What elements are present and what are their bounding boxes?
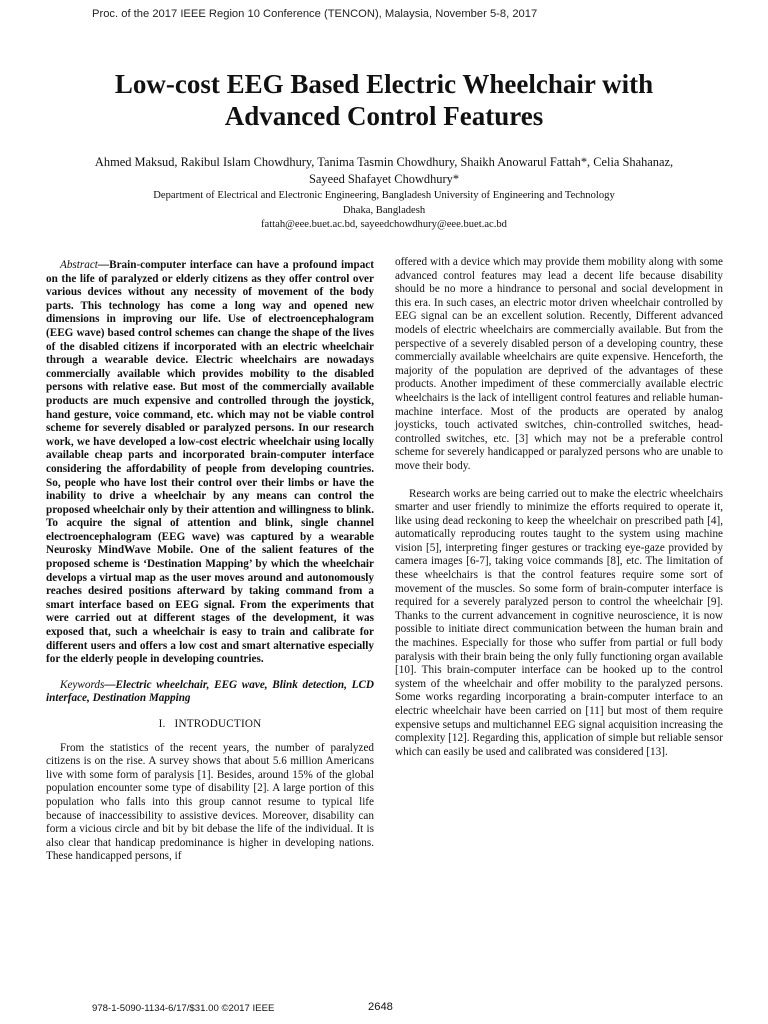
title-line-2: Advanced Control Features: [224, 101, 544, 131]
affiliation-block: [40, 189, 728, 233]
authors-line-2: Sayeed Shafayet Chowdhury*: [308, 172, 460, 186]
conference-header: Proc. of the 2017 IEEE Region 10 Conference (TENCON), Malaysia, November 5-8, 2017: [92, 8, 538, 20]
affiliation: Department of Electrical and Electronic Engineering, Bangladesh University of Engineering and Technology: [153, 190, 615, 201]
paper-title: [40, 68, 728, 132]
intro-paragraph: From the statistics of the recent years, the number of paralyzed citizens is on the rise. A survey shows that about 5.6 million Americans live with some form of paralysis [1]. Besides, around 15% of the global population encounter some type of disability [2]. A large portion of this population who falls into this group cannot resume to typical life because of inaccessibility to assistive devices. Moreover, disability can form a vicious circle and bit by bit debase the life of the individual. It is also clear that handicap predominance is higher in developing nations. These handicapped persons, if: [46, 741, 374, 863]
author-emails: fattah@eee.buet.ac.bd, sayeedchowdhury@eee.buet.ac.bd: [261, 219, 507, 230]
right-paragraph-1: offered with a device which may provide them mobility along with some advanced control features may lead a decent life because disability should be no more a hindrance to personal and social development in this era. In such cases, an electric motor driven wheelchair controlled by EEG signal can be an excellent solution. Recently, Different advanced models of electric wheelchairs are commercially available. But from the perspective of a severely disabled person of a developing country, these commercially available wheelchairs are quite expensive. Henceforth, the majority of the population are deprived of the advantages of these products. Another impediment of these commercially available electric wheelchairs is the lack of intelligent control features and reliable human-machine interface. Most of the products are operated by analog joysticks, touch activated switches, chin-controlled switches, head-controlled switches, etc. [3] which may not be a preferable control scheme for severely handicapped or paralyzed persons who are unable to move their body.: [395, 256, 723, 472]
abstract-text: —Brain-computer interface can have a profound impact on the life of paralyzed or elderly citizens as they offer control over various devices without any necessity of movement of the body parts. This technology has come a long way and opened new dimensions in improving our life. Use of electroencephalogram (EEG wave) based control schemes can change the shape of the lives of the disabled citizens if incorporated with an electric wheelchair through a wearable device. Electric wheelchairs are nowadays commercially available which provides mobility to the disabled persons with relative ease. But most of the commercially available products are much expensive and controlled through the joystick, hand gesture, voice command, etc. which may not be viable control scheme for severely disabled or paralyzed persons. In our research work, we have developed a low-cost electric wheelchair using locally available cheap parts and incorporated brain-computer interface considering the affordability of people from developing countries. So, people who have lost their control over their limbs or have the inability to drive a wheelchair by any means can control the proposed wheelchair only by their attention and willingness to blink. To acquire the signal of attention and blink, single channel electroencephalogram (EEG wave) was captured by a wearable Neurosky MindWave Mobile. One of the salient features of the proposed scheme is ‘Destination Mapping’ by which the wheelchair develops a virtual map as the user moves around and autonomously reaches desired positions afterward by taking command from a smart interface based on EEG signal. From the experiments that were carried out at different stages of the development, it was exposed that, such a wheelchair is easy to train and calibrate for different users and offers a low cost and smart alternative especially for the elderly people in developing countries.: [46, 259, 374, 666]
affiliation-city: Dhaka, Bangladesh: [342, 204, 426, 216]
page-number: 2648: [368, 1001, 393, 1013]
authors-line-1: Ahmed Maksud, Rakibul Islam Chowdhury, Tanima Tasmin Chowdhury, Shaikh Anowarul Fattah*, Celia Shahanaz,: [94, 155, 674, 169]
section-heading-introduction: [46, 718, 374, 732]
right-column: [395, 256, 723, 759]
right-paragraph-2: Research works are being carried out to make the electric wheelchairs smarter and user friendly to minimize the efforts required to operate it, like using dead reckoning to keep the wheelchair on prescribed path [4], automatically reproducing routes taught to the system using machine vision [5], interpreting finger gestures or tracking eye-gaze provided by camera images [6-7], taking voice commands [8], etc. The limitation of these wheelchairs is that the control features require some sort of movement of the muscles. So some form of brain-computer interface is required for a severely paralyzed person to control the wheelchair [9]. Thanks to the current advancement in cognitive neuroscience, it is now possible to initiate direct communication between the human brain and the machines. Especially for those who suffer from partial or full body paralysis with their brain being the only fully functioning organ available [10]. This brain-computer interface can be hooked up to the control system of the wheelchair and offer mobility to the paralyzed persons. Some works regarding incorporating a brain-computer interface to an electric wheelchair have been carried on [11] but most of them require expensive setups and multichannel EEG signal acquisition increasing the complexity [12]. Regarding this, application of simple but reliable sensor which can easily be used and calibrated was considered [13].: [395, 487, 723, 758]
abstract: [46, 259, 374, 667]
abstract-label: Abstract: [60, 259, 98, 271]
author-list: [40, 154, 728, 188]
keywords: [46, 679, 374, 706]
section-cap: I: [174, 718, 179, 730]
keywords-label: Keywords: [60, 678, 105, 691]
footer-isbn: 978-1-5090-1134-6/17/$31.00 ©2017 IEEE: [92, 1003, 275, 1014]
section-title: NTRODUCTION: [178, 718, 262, 730]
left-column: [46, 259, 374, 864]
section-number: I.: [158, 718, 166, 730]
title-line-1: Low-cost EEG Based Electric Wheelchair with: [114, 69, 654, 99]
keywords-text: —Electric wheelchair, EEG wave, Blink detection, LCD interface, Destination Mapping: [46, 678, 374, 705]
